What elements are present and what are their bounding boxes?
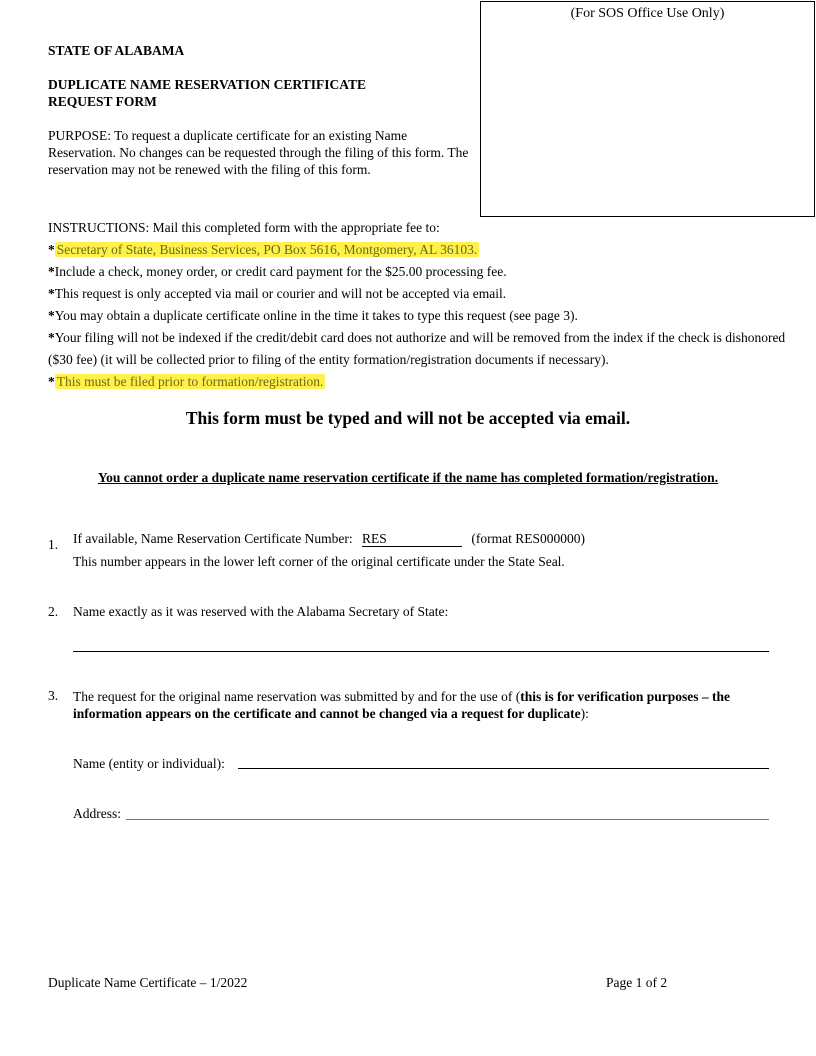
footer-form-id: Duplicate Name Certificate – 1/2022 [48, 975, 248, 990]
sos-office-use-box [480, 1, 815, 217]
name-label: Name (entity or individual): [73, 756, 225, 771]
address-label: Address: [73, 806, 121, 821]
instruction-item: *Your filing will not be indexed if the credit/debit card does not authorize and will be removed from the index if the check is dishonored ($30 fee) (it will be collected prior to filing of the entity formation/registration documents if necessary). [48, 330, 786, 367]
name-field[interactable] [238, 768, 769, 769]
reserved-name-field[interactable] [73, 651, 769, 652]
typed-notice: This form must be typed and will not be accepted via email. [185, 408, 631, 428]
q2-number: 2. [48, 604, 59, 619]
q2-label: Name exactly as it was reserved with the Alabama Secretary of State: [73, 604, 449, 619]
instruction-item: * Secretary of State, Business Services, PO Box 5616, Montgomery, AL 36103. [48, 242, 478, 257]
instruction-item: *Include a check, money order, or credit card payment for the $25.00 processing fee. [48, 264, 507, 279]
form-title-line2: REQUEST FORM [48, 94, 157, 109]
instruction-item: *This request is only accepted via mail or courier and will not be accepted via email. [48, 286, 507, 301]
form-title-line1: DUPLICATE NAME RESERVATION CERTIFICATE [48, 77, 366, 92]
address-field[interactable] [126, 819, 769, 820]
instructions-block [48, 217, 798, 393]
instruction-item: * This must be filed prior to formation/registration. [48, 374, 324, 389]
instruction-item: *You may obtain a duplicate certificate online in the time it takes to type this request (see page 3). [48, 308, 578, 323]
q1-format-hint: (format RES000000) [471, 531, 586, 546]
q3-verification-note: this is for verification purposes – the information appears on the certificate and cannot be changed via a request for duplicate [73, 689, 730, 721]
footer-page-number: Page 1 of 2 [606, 975, 668, 990]
highlighted-filing-note: This must be filed prior to formation/registration. [56, 374, 324, 389]
q3-number: 3. [48, 688, 59, 703]
q3-text: The request for the original name reservation was submitted by and for the use of (this is for verification purposes – the information appears on the certificate and cannot be changed via a request for duplicate): [73, 689, 730, 721]
state-heading: STATE OF ALABAMA [48, 43, 185, 58]
q1-number: 1. [48, 537, 59, 552]
highlighted-address: Secretary of State, Business Services, PO Box 5616, Montgomery, AL 36103. [56, 242, 478, 257]
instructions-heading: INSTRUCTIONS: Mail this completed form with the appropriate fee to: [48, 220, 440, 235]
q1-note: This number appears in the lower left corner of the original certificate under the State Seal. [73, 554, 565, 569]
certificate-number-field[interactable]: RES [362, 531, 462, 547]
q1-row [73, 531, 585, 547]
q1-label: If available, Name Reservation Certificate Number: [73, 531, 353, 546]
warning-text: You cannot order a duplicate name reservation certificate if the name has completed formation/registration. [97, 470, 719, 485]
purpose-text: PURPOSE: To request a duplicate certificate for an existing Name Reservation. No changes can be requested through the filing of this form. The reservation may not be renewed with the filing of this form. [48, 128, 469, 177]
sos-office-use-label: (For SOS Office Use Only) [570, 6, 725, 21]
